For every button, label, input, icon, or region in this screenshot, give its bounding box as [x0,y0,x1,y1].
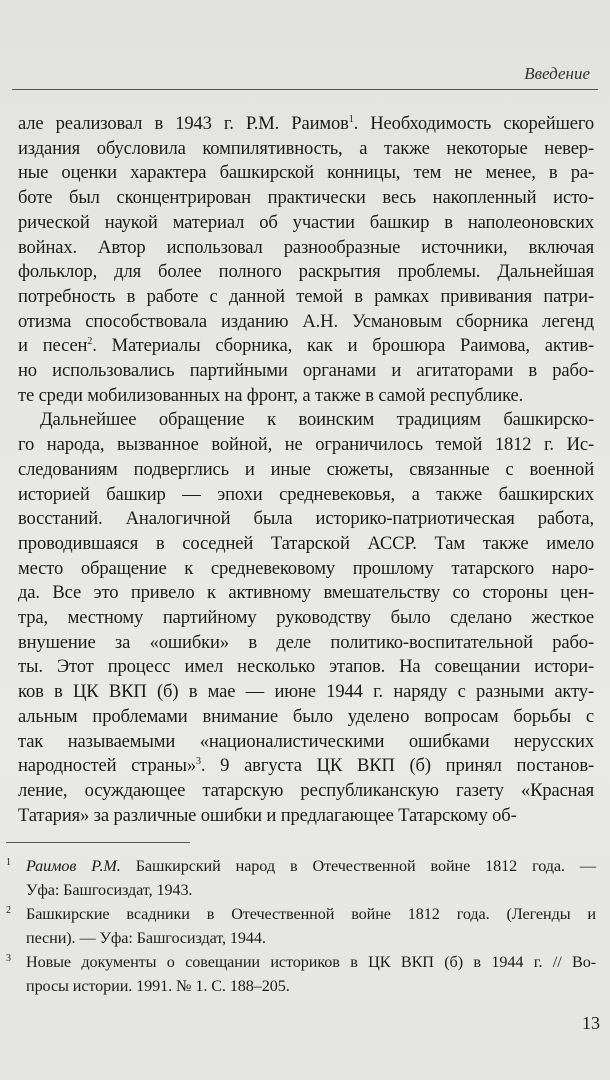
text-segment: . 9 августа ЦК ВКП (б) принял постанов- [200,755,594,777]
text-line: Дальнейшее обращение к воинским традициям башкирско- [40,409,594,431]
text-line: так называемыми «националистическими ошибками нерусских [18,730,594,752]
text-line: ков в ЦК ВКП (б) в мае — июне 1944 г. наряду с разными акту- [18,681,594,703]
running-head [12,62,598,90]
text-line: рической наукой материал об участии башкир в наполеоновских [18,211,594,233]
footnote-line: 3 Новые документы о совещании историков в ЦК ВКП (б) в 1944 г. // Во- [6,953,596,971]
text-segment: . Материалы сборника, как и брошюра Раимова, актив‑ [92,335,594,357]
footnote-line: песни). — Уфа: Башгосиздат, 1944. [26,929,266,947]
text-segment: але реализовал в 1943 г. Р.М. Раимов [18,113,349,134]
text-line: издания обусловила компилятивность, а также некоторые невер- [18,137,594,159]
paragraph [18,112,594,408]
footnote-text: Башкирский народ в Отечественной войне 1812 года. — [120,857,596,875]
text-line: ты. Этот процесс имел несколько этапов. На совещании истори- [18,656,594,678]
text-line: те среди мобилизованных на фронт, а также в самой республике. [18,384,524,406]
text-line: боте был сконцентрирован практически весь накопленный исто- [18,187,594,209]
text-line: внушение за «ошибки» в деле политико-воспитательной рабо- [18,631,594,653]
footnote-line: Уфа: Башгосиздат, 1943. [26,881,193,899]
footnote-line: просы истории. 1991. № 1. С. 188–205. [26,977,290,995]
footnote-text: Башкирские всадники в Отечественной войне 1812 года. (Легенды и [26,905,596,923]
page-number: 13 [582,1013,600,1033]
text-line [18,334,594,359]
footnote-ref[interactable]: 1 [348,114,354,125]
text-line: тра, местному партийному руководству было сделано жесткое [18,607,594,629]
footnotes [6,854,596,998]
text-line: историей башкир — эпохи средневековья, а также башкирских [18,483,594,505]
main-text [18,112,594,828]
text-line: потребность в работе с данной темой в рамках прививания патри- [18,285,594,307]
section-title: Введение [524,64,590,83]
text-line: Татария» за различные ошибки и предлагающее Татарскому об- [18,804,517,826]
text-line: место обращение к средневековому прошлому татарского наро- [18,557,594,579]
footnote [6,854,596,902]
footnote [6,950,596,998]
footnote-text: Новые документы о совещании историков в ЦК ВКП (б) в 1944 г. // Во- [26,953,596,971]
text-segment: народностей страны» [18,755,196,777]
footnote-ref[interactable]: 2 [87,336,93,348]
text-line: фольклор, для более полного раскрытия проблемы. Дальнейшая [18,261,594,283]
text-line: отизма способствовала изданию А.Н. Усмановым сборника легенд [18,310,594,332]
footnote-separator [6,842,190,843]
text-line: го народа, вызванное войной, не ограничилось темой 1812 г. Ис- [18,434,594,456]
text-line [18,754,594,779]
footnote-line: 2 Башкирские всадники в Отечественной войне 1812 года. (Легенды и [6,905,596,923]
text-line: следованиям подверглись и иные сюжеты, связанные с военной [18,458,594,480]
text-segment: и песен [18,335,88,357]
footnote-ref[interactable]: 3 [196,756,201,768]
footnote [6,902,596,950]
text-line: ные оценки характера башкирской конницы, тем не менее, в ра- [18,162,594,184]
text-line: альным проблемами внимание было уделено вопросам борьбы с [18,705,594,727]
paragraph [18,408,594,828]
text-line: ление, осуждающее татарскую республиканскую газету «Красная [18,779,594,801]
text-segment: . Необходимость скорейшего [353,113,595,134]
text-line: да. Все это привело к активному вмешательству со стороны цен- [18,582,594,604]
text-line: восстаний. Аналогичной была историко-патриотическая работа, [18,508,594,530]
text-line: войнах. Автор использовал разнообразные источники, включая [18,236,594,258]
text-line [18,112,594,137]
text-line: проводившаяся в соседней Татарской АССР. Там также имело [18,532,594,554]
footnote-line: 1 Раимов Р.М. Башкирский народ в Отечественной войне 1812 года. — [6,857,596,875]
text-line: но использовались партийными органами и агитаторами в рабо- [18,360,594,382]
footnote-author: Раимов Р.М. [26,857,121,875]
